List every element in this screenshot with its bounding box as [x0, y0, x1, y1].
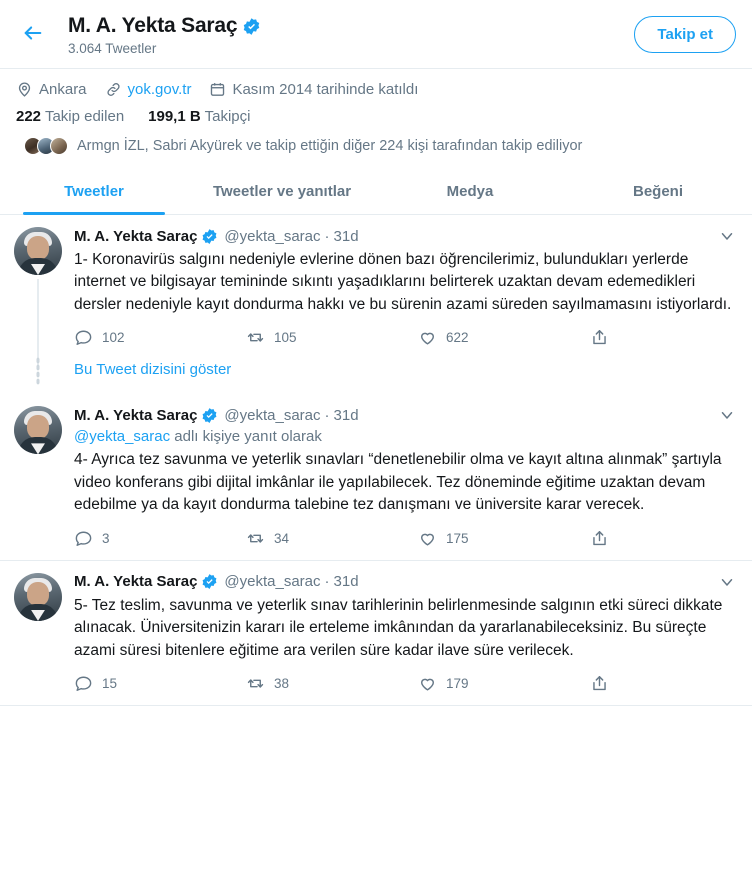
following-count: 222	[16, 108, 42, 125]
tweet-author-name[interactable]: M. A. Yekta Saraç	[74, 227, 198, 245]
followers-stat[interactable]	[148, 108, 250, 125]
profile-stats	[16, 108, 736, 125]
avatar[interactable]	[14, 573, 62, 621]
avatar-column	[14, 406, 62, 555]
follow-button[interactable]: Takip et	[634, 16, 736, 53]
reply-count: 15	[102, 676, 118, 692]
reply-context	[74, 428, 738, 445]
tweet-item[interactable]	[0, 561, 752, 706]
tweet-header	[74, 406, 738, 424]
avatar[interactable]	[14, 227, 62, 275]
reply-icon	[74, 674, 93, 693]
tweet-author-handle[interactable]: @yekta_sarac	[224, 573, 321, 591]
followers-count: 199,1 B	[148, 108, 201, 125]
tweet-item[interactable]	[0, 215, 752, 359]
location-text: Ankara	[39, 81, 87, 98]
tab-tweetler[interactable]: Tweetler	[0, 167, 188, 214]
following-label: Takip edilen	[44, 108, 125, 125]
verified-badge-icon	[201, 228, 218, 245]
tweet-timestamp[interactable]: 31d	[333, 406, 359, 424]
chevron-down-icon[interactable]	[718, 573, 738, 591]
header-titles	[68, 10, 634, 56]
reply-action[interactable]	[74, 674, 246, 693]
reply-icon	[74, 529, 93, 548]
share-action[interactable]	[590, 529, 618, 548]
joined-item	[209, 81, 418, 98]
tweet-body	[62, 573, 738, 701]
website-link[interactable]: yok.gov.tr	[127, 81, 192, 98]
heart-icon	[418, 529, 437, 548]
tweet-header	[74, 227, 738, 245]
avatar[interactable]	[14, 406, 62, 454]
retweet-icon	[246, 328, 265, 347]
retweet-icon	[246, 674, 265, 693]
tweet-timestamp[interactable]: 31d	[333, 573, 359, 591]
profile-meta	[0, 69, 752, 167]
tweet-text: 4- Ayrıca tez savunma ve yeterlik sınavları “denetlenebilir olma ve kayıt altına alınmak” şartıyla video konferans gibi dijital imkânlar ile yapılabilecek. Tez döneminde eğitime uzaktan devam edebilme ya da kayıt dondurma talebine tez danışmanı ve üniversite karar verecek.	[74, 451, 726, 514]
retweet-action[interactable]	[246, 674, 418, 693]
header-name-row	[68, 14, 634, 38]
avatar	[50, 137, 68, 155]
retweet-icon	[246, 529, 265, 548]
retweet-action[interactable]	[246, 529, 418, 548]
tweet-text: 1- Koronavirüs salgını nedeniyle evlerine dönen bazı öğrencilerimiz, bulundukları yerlerde internet ve bilgisayar temininde sıkıntı yaşadıklarını belirterek uzaktan devam edemedikleri dersler nedeniyle kayıt dondurma hakkı ve bu sürenin azami süreden sayılmamasını istiyorlardı.	[74, 251, 732, 313]
share-icon	[590, 529, 609, 548]
chevron-down-icon[interactable]	[718, 227, 738, 245]
calendar-icon	[209, 81, 226, 98]
reply-context-suffix: adlı kişiye yanıt olarak	[170, 428, 322, 446]
share-icon	[590, 328, 609, 347]
tweet-item[interactable]	[0, 394, 752, 560]
like-action[interactable]	[418, 529, 590, 548]
profile-tabs	[0, 167, 752, 215]
followed-by-row[interactable]	[16, 137, 736, 163]
reply-count: 102	[102, 330, 125, 346]
profile-meta-line	[16, 81, 736, 98]
retweet-count: 105	[274, 330, 297, 346]
followers-label: Takipçi	[204, 108, 251, 125]
chevron-down-icon[interactable]	[718, 406, 738, 424]
share-action[interactable]	[590, 328, 618, 347]
joined-text: Kasım 2014 tarihinde katıldı	[232, 81, 419, 98]
tweet-author-handle[interactable]: @yekta_sarac	[224, 227, 321, 245]
retweet-count: 38	[274, 676, 290, 692]
profile-header	[0, 0, 752, 68]
retweet-action[interactable]	[246, 328, 418, 347]
like-count: 175	[446, 530, 469, 546]
reply-count: 3	[102, 530, 110, 546]
reply-action[interactable]	[74, 328, 246, 347]
tweet-actions	[74, 529, 634, 548]
avatar-column	[14, 573, 62, 701]
avatar-column	[14, 227, 62, 355]
tweet-body	[62, 406, 738, 555]
share-icon	[590, 674, 609, 693]
tab-medya[interactable]: Medya	[446, 183, 494, 200]
heart-icon	[418, 328, 437, 347]
location-pin-icon	[16, 81, 33, 98]
tab-begeni[interactable]: Beğeni	[632, 183, 683, 200]
thread-connector	[37, 279, 39, 369]
verified-badge-icon	[201, 573, 218, 590]
like-count: 622	[446, 330, 469, 346]
like-action[interactable]	[418, 328, 590, 347]
back-arrow-icon[interactable]	[16, 16, 50, 50]
tweet-author-handle[interactable]: @yekta_sarac	[224, 406, 321, 424]
like-action[interactable]	[418, 674, 590, 693]
link-icon	[105, 81, 122, 98]
tweet-body	[62, 227, 738, 355]
tweet-text: 5- Tez teslim, savunma ve yeterlik sınav tarihlerinin belirlenmesinde salgının etki süreci dikkate alınacak. Üniversitenizin kararı ile erteleme imkânından da yararlanabileceksiniz. Bu süreçte azami süresi bitenlere eğitime ara verilen süre kadar ilave süre verilecek.	[74, 596, 727, 659]
page-title: M. A. Yekta Saraç	[68, 14, 238, 37]
verified-badge-icon	[242, 17, 261, 36]
tweet-actions	[74, 674, 634, 693]
location-item	[16, 81, 87, 98]
tweet-timestamp[interactable]: 31d	[333, 227, 359, 245]
reply-action[interactable]	[74, 529, 246, 548]
show-thread-link[interactable]: Bu Tweet dizisini göster	[74, 361, 232, 379]
tab-tweetler-ve-yanitlar[interactable]: Tweetler ve yanıtlar	[212, 183, 352, 200]
tweet-actions	[74, 328, 634, 347]
tweet-author-name[interactable]: M. A. Yekta Saraç	[74, 573, 198, 591]
tweet-separator-dot: ·	[324, 227, 330, 245]
tweet-separator-dot: ·	[324, 406, 330, 424]
share-action[interactable]	[590, 674, 618, 693]
heart-icon	[418, 674, 437, 693]
website-item[interactable]	[105, 81, 192, 98]
tweet-count: 3.064 Tweetler	[68, 41, 157, 56]
retweet-count: 34	[274, 530, 290, 546]
reply-context-handle[interactable]: @yekta_sarac	[74, 428, 171, 446]
reply-icon	[74, 328, 93, 347]
show-thread-wrap	[0, 359, 752, 394]
facepile-avatars	[24, 137, 68, 155]
followed-by-text: Armgn İZL, Sabri Akyürek ve takip ettiğin diğer 224 kişi tarafından takip ediliyor	[77, 138, 583, 154]
tweet-separator-dot: ·	[324, 573, 330, 591]
verified-badge-icon	[201, 407, 218, 424]
like-count: 179	[446, 676, 469, 692]
tweet-author-name[interactable]: M. A. Yekta Saraç	[74, 406, 198, 424]
tweet-header	[74, 573, 738, 591]
following-stat[interactable]	[16, 108, 124, 125]
